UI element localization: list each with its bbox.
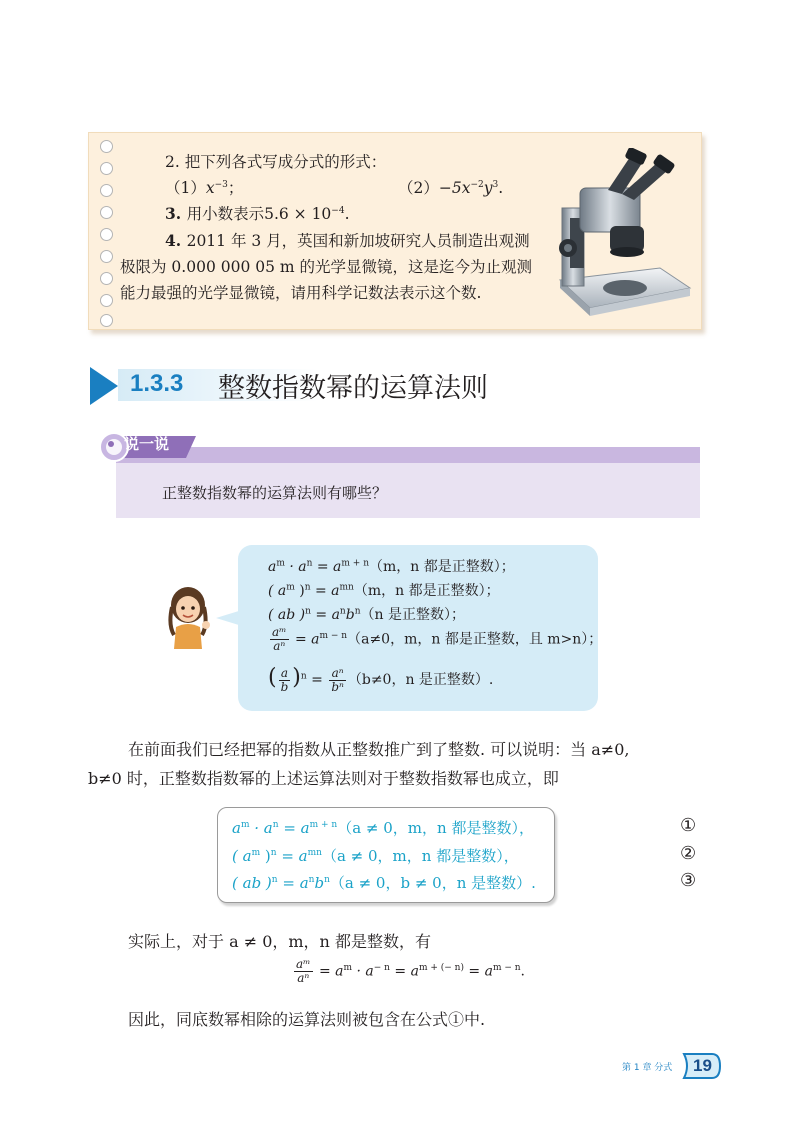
fraction: $\frac{a}{b}$ — [280, 665, 289, 694]
exercise-2-part-2: $(2)-5x^{-2}y^3$. — [398, 179, 504, 197]
say-badge-label: 说一说 — [124, 435, 170, 453]
fraction: $\frac{\text{aᵐ}}{\text{aⁿ}}$ — [296, 957, 311, 985]
say-question: 正整数指数幂的运算法则有哪些？ — [162, 484, 388, 502]
girl-avatar — [164, 585, 214, 649]
exercise-4-line-1: 4. 2011 年 3 月，英国和新加坡研究人员制造出观测 — [165, 231, 530, 250]
microscope-image — [540, 148, 715, 318]
formula-marker-2: ② — [680, 843, 697, 864]
exercise-3: 3. 用小数表示$5.6 \times 10^{-4}$. — [165, 204, 350, 223]
paragraph-line-2: b≠0 时，正整数指数幂的上述运算法则对于整数指数幂也成立，即 — [88, 769, 559, 788]
bubble-rule-1: $a^m \cdot a^n = a^{m + n}(m$，n 都是正整数）； — [268, 558, 515, 575]
fraction: $\frac{\text{aᵐ}}{\text{aⁿ}}$ — [272, 625, 287, 653]
fraction: $\frac{\text{aⁿ}}{\text{bⁿ}}$ — [331, 665, 344, 694]
exercise-4-line-2: 极限为 0.000 000 05 m 的光学显微镜，这是迄今为止观测 — [120, 258, 533, 276]
formula-marker-1: ① — [680, 815, 697, 836]
derivation-intro: 实际上，对于 a ≠ 0，m，n 都是整数，有 — [128, 932, 431, 951]
paragraph-line-1: 在前面我们已经把幂的指数从正整数推广到了整数. 可以说明：当 a≠0, — [128, 740, 630, 759]
section-number: 1.3.3 — [130, 370, 184, 397]
bubble-tail — [216, 608, 242, 628]
page-number: 19 — [693, 1056, 712, 1075]
integer-rule-2: ( $a^m$ )$^n = a^{mn}(a \ne 0$，m，n 都是整数）， — [232, 847, 519, 865]
derivation-equation: $\frac{\text{aᵐ}}{\text{aⁿ}}$ = $a^m \cdot a^{- n} = a^{m + (- n)} = a^{m - n}$. — [296, 957, 525, 985]
exercise-2-part-1: $(1)x^{-3}$； — [165, 179, 244, 197]
bubble-rule-3: ( ab )$^n = a^nb^n(n$ 是正整数）； — [268, 606, 465, 623]
integer-rule-1: $a^m \cdot a^n = a^{m + n}(a \ne 0$，m，n 都是整数）， — [232, 819, 534, 837]
bubble-rule-4: $\frac{\text{aᵐ}}{\text{aⁿ}}$ = $a^{m - n}(a\ne 0$，m，n 都是正整数，且 m>n）； — [272, 625, 603, 653]
section-arrow-icon — [88, 365, 122, 407]
bubble-rule-2: ( $a^m$ )$^n = a^{mn}(m$，n 都是正整数）； — [268, 582, 500, 599]
section-title: 整数指数幂的运算法则 — [218, 373, 488, 404]
chapter-label: 第 1 章 分式 — [622, 1063, 673, 1073]
conclusion-line: 因此，同底数幂相除的运算法则被包含在公式①中. — [128, 1010, 486, 1029]
formula-marker-3: ③ — [680, 870, 697, 891]
notebook-rings — [100, 140, 114, 325]
exercise-4-line-3: 能力最强的光学显微镜，请用科学记数法表示这个数. — [120, 284, 482, 302]
exercise-2-title: 2. 把下列各式写成分式的形式： — [165, 153, 387, 171]
say-header-strip — [116, 447, 700, 463]
integer-rule-3: ( ab )$^n = a^nb^n(a \ne 0$，b ≠ 0，n 是整数）. — [232, 874, 536, 892]
bubble-rule-5: ( $\frac{a}{b}$ )$^n$ = $\frac{\text{aⁿ}}{\text{bⁿ}}$ （b≠0，n 是正整数）. — [268, 665, 494, 694]
